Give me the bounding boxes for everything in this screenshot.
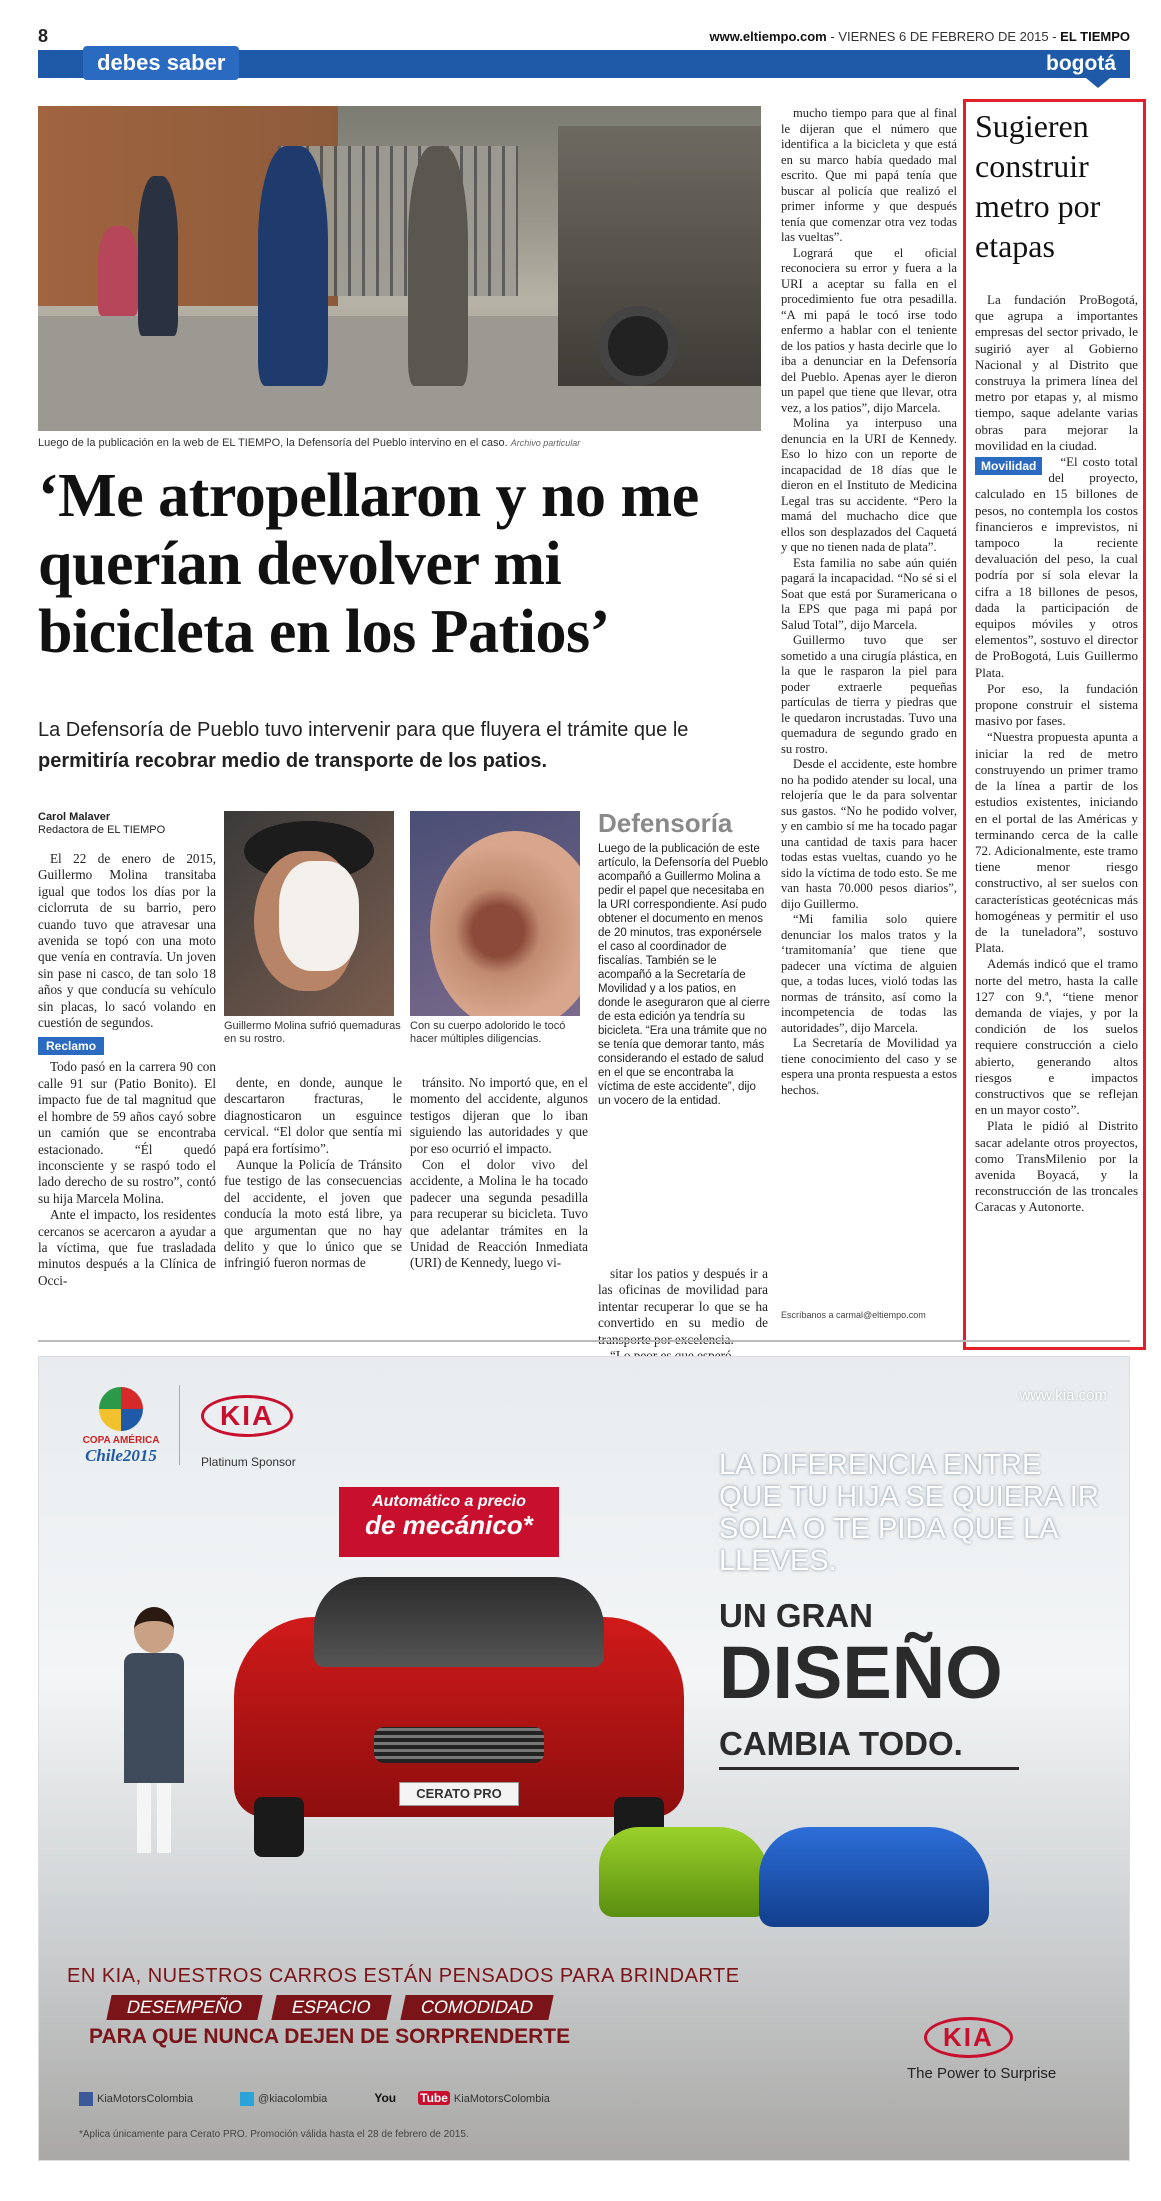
page-header: [38, 26, 1130, 46]
promo-badge: Automático a precio de mecánico*: [339, 1487, 559, 1557]
sidebar-title: Defensoría: [598, 808, 733, 838]
brand-name: EL TIEMPO: [1060, 29, 1130, 44]
photo-credit: Archivo particular: [510, 438, 581, 448]
article-deck: La Defensoría de Pueblo tuvo intervenir para que fluyera el trámite que le permitiría recobrar medio de transporte de los patios.: [38, 719, 689, 772]
brand-tagline: The Power to Surprise: [907, 2065, 1057, 2082]
copa-ball-icon: [99, 1387, 143, 1431]
main-photo: [38, 106, 761, 431]
section-tag: Reclamo: [38, 1037, 104, 1055]
header-separator: -: [830, 29, 835, 44]
ad-headline-3: CAMBIA TODO.: [719, 1725, 963, 1762]
green-car-image: [599, 1827, 769, 1917]
photo-caption: Guillermo Molina sufrió quemaduras en su rostro.: [224, 1020, 401, 1045]
social-links: [79, 2091, 594, 2106]
header-info: [709, 29, 1130, 44]
twitter-link[interactable]: @kiacolombia: [240, 2093, 349, 2105]
red-car-image: [234, 1557, 684, 1857]
main-photo-caption: Luego de la publicación en la web de EL TIEMPO, la Defensoría del Pueblo intervino en el caso. Archivo particular: [38, 437, 581, 449]
section-notch: [1086, 78, 1110, 88]
sidebar-body: Luego de la publicación de este artículo, la Defensoría del Pueblo acompañó a Guillermo Molina a pedir el papel que necesitaba en la URI correspondiente. Así pudo obtener el documento en menos de 20 minutos, tras exponérsele el caso al coordinador de fiscalías. También se le acompañó a la Secretaría de Movilidad y a los patios, en donde le aseguraron que al cierre de esta edición ya tendría su bicicleta. “Era una trámite que no se tenía que demorar tanto, más considerando el estado de salud en el que se encontraba la víctima de este accidente”, dijo un vocero de la entidad.: [598, 843, 770, 1107]
issue-date: VIERNES 6 DE FEBRERO DE 2015: [838, 29, 1049, 44]
kia-logo: KIA: [924, 2017, 1013, 2058]
page-number: 8: [38, 26, 49, 46]
article-column-1: El 22 de enero de 2015, Guillermo Molina transitaba igual que todos los días por la ciclorruta de su barrio, pero cuando tuvo que atravesar una avenida se topó con una moto que venía en contravía. Un joven sin pase ni casco, de tan solo 18 años y que conducía su vehículo sin placas, lo sacó volando en cuestión de segundos. Reclamo Todo pasó en la carrera 90 con calle 91 sur (Patio Bonito). El impacto fue de tal magnitud que el hombre de 59 años cayó sobre un camión que se encontraba estacionado. “Él quedó inconsciente y se raspó todo el lado derecho de su rostro”, contó su hija Marcela Molina. Ante el impacto, los residentes cercanos se acercaron a ayudar a la víctima, que fue trasladada minutos después a la Clínica de Occi-: [38, 851, 216, 1288]
ad-tagline-2: PARA QUE NUNCA DEJEN DE SORPRENDERTE: [89, 2025, 571, 2048]
facebook-icon: [79, 2092, 93, 2106]
author-role: Redactora de EL TIEMPO: [38, 824, 166, 836]
facebook-link[interactable]: KiaMotorsColombia: [79, 2093, 215, 2105]
youtube-link[interactable]: You Tube KiaMotorsColombia: [374, 2091, 550, 2105]
injury-arm-photo: [410, 811, 580, 1016]
section-bar: [38, 50, 1130, 78]
byline: [38, 811, 216, 837]
twitter-icon: [240, 2092, 254, 2106]
ad-tagline-1: EN KIA, NUESTROS CARROS ESTÁN PENSADOS PARA BRINDARTE: [67, 1965, 740, 1987]
copa-america-logo: COPA AMÉRICA Chile2015: [61, 1387, 181, 1466]
kia-logo: KIA: [201, 1395, 293, 1437]
ad-url[interactable]: www.kia.com: [1019, 1387, 1107, 1404]
ad-headline-1: UN GRAN: [719, 1597, 873, 1634]
article-headline: ‘Me atropellaron y no me querían devolver mi bicicleta en los Patios’: [38, 462, 699, 666]
article-column-2: dente, en donde, aunque le descartaron fracturas, le diagnosticaron un esguince cervical. “El dolor que sentía mi papá era fortísimo”. Aunque la Policía de Tránsito fue testigo de las consecuencias del accidente, el joven que conducía la moto está libre, ya que argumentan que no hay delito y que lo único que se infringió fueron normas de: [224, 1075, 402, 1271]
article-column-4: sitar los patios y después ir a las oficinas de movilidad para intentar recuperar lo que se ha convertido en su medio de: [598, 1266, 768, 1331]
kia-advertisement[interactable]: [38, 1356, 1130, 2161]
feature-chip: ESPACIO: [271, 1995, 391, 2020]
contact-email[interactable]: Escríbanos a carmal@eltiempo.com: [781, 1310, 926, 1320]
section-tag: Movilidad: [975, 457, 1042, 475]
ad-footnote: *Aplica únicamente para Cerato PRO. Promoción válida hasta el 28 de febrero de 2015.: [79, 2129, 469, 2140]
youtube-icon: You Tube: [374, 2091, 448, 2105]
city-label: bogotá: [1046, 52, 1116, 75]
feature-chip: COMODIDAD: [400, 1995, 553, 2020]
header-separator: -: [1052, 29, 1057, 44]
feature-chip: DESEMPEÑO: [106, 1995, 262, 2020]
ad-headline-2: DISEÑO: [719, 1631, 1003, 1714]
sponsor-label: Platinum Sponsor: [201, 1455, 296, 1469]
girl-figure: [119, 1607, 189, 1867]
ad-slogan: LA DIFERENCIA ENTRE QUE TU HIJA SE QUIERA IR SOLA O TE PIDA QUE LA LLEVES.: [719, 1449, 1099, 1577]
car-plate: CERATO PRO: [399, 1782, 519, 1806]
author-name: Carol Malaver: [38, 811, 111, 823]
article-column-3: tránsito. No importó que, en el momento del accidente, algunos testigos dijeran que lo iban siguiendo las autoridades y que por eso ocurrió el impacto. Con el dolor vivo del accidente, a Molina le ha tocado padecer una segunda pesadilla para recuperar su bicicleta. Tuvo que adelantar trámites en la Unidad de Reacción Inmediata (URI) de Kennedy, luego vi-: [410, 1075, 588, 1271]
brief-title: Sugieren construir metro por etapas: [975, 108, 1101, 264]
injury-face-photo: [224, 811, 394, 1016]
ad-feature-chips: [109, 1995, 561, 2020]
section-label: debes saber: [83, 46, 239, 80]
site-url[interactable]: www.eltiempo.com: [709, 29, 827, 44]
photo-caption: Con su cuerpo adolorido le tocó hacer múltiples diligencias.: [410, 1020, 566, 1045]
article-column-5: mucho tiempo para que al final le dijeran que el número que identifica a la bicicleta y que está en su marco había quedado mal escrito. Que mi papá tenía que buscar al policía que realizó el primer informe y que después tenía que comenzar otra vez todas las vueltas”. Logrará que el oficial reconociera su error y fuera a la URI a aceptar su falla en el procedimiento fue otra pesadilla. “A mi papá le tocó irse todo enfermo a hablar con el teniente de los patios y hasta decirle que lo iba a denunciar en la Defensoría del Pueblo. Apenas ayer le dieron un papel que tiene que llevar, otra vez, a los patios”, dijo Marcela. Molina ya interpuso una denuncia en la URI de Kennedy. Eso lo hizo con un reporte de incapacidad de 18 días que le dieron en el Instituto de Medicina Legal tras su accidente. “Pero la mamá del muchacho dice que ellos son desplazados del Caquetá y que no tienen nada de plata”. Esta familia no sabe aún quién pagará la incapacidad. “No sé si el Soat que está por Suramericana o la EPS que paga mi papá por Salud Total”, dijo Marcela. Guillermo tuvo que ser sometido a una cirugía plástica, en la que le rasparon la piel para poder extraerle pequeñas partículas de tierra y piedras que le quedaron incrustadas. Tuvo una quemadura de segundo grado en su rostro. Desde el accidente, este hombre no ha podido atender su local, una relojería que le da para solventar sus gastos. “No he podido volver, y en cambio sí me ha tocado pagar una cantidad de taxis para hacer todas estas vueltas, cuando yo he sido la víctima de todo esto. Se me van hasta 70.000 pesos diarios”, dijo Guillermo. “Mi familia solo quiere denunciar los malos tratos y la ‘tramitomanía’ que tiene que padecer una víctima de alguien que, a todas luces, violó todas las normas de tránsito, así como la incompetencia de todas las autoridades”, dijo Marcela. La Secretaría de Movilidad ya tiene conocimiento del caso y se espera una pronta respuesta a estos hechos.: [781, 106, 957, 1097]
ad-divider: [38, 1340, 1130, 1342]
brief-body: La fundación ProBogotá, que agrupa a importantes empresas del sector privado, le sugirió ayer al Gobierno Nacional y al Distrito que construya la primera línea del metro por etapas y, al mismo tiempo, saque adelante varias obras para mejorar la movilidad en la ciudad. Movilidad “El costo total del proyecto, calculado en 15 billones de pesos, no contempla los costos financieros e imprevistos, ni tampoco la reciente devaluación del peso, la cual podría por sí sola elevar la cifra a 18 billones de pesos, dada la participación de equipos móviles y otros elementos”, sostuvo el director de ProBogotá, Luis Guillermo Plata. Por eso, la fundación propone construir el sistema masivo por fases. “Nuestra propuesta apunta a iniciar la red de metro construyendo un primer tramo de la línea a partir de los estudios existentes, iniciando en el portal de las Américas y terminando cerca de la calle 72. Adicionalmente, este tramo tiene menor riesgo constructivo, al ser suelos con características geotécnicas más homogéneas y permitir el uso de la tuneladora”, sostuvo Plata. Además indicó que el tramo norte del metro, hasta la calle 127 con 9.ª, “tiene menor demanda de viajes, y por la condición de los suelos requiere construcción a cielo abierto, generando altos riesgos e impactos constructivos que se reflejan en un mayor costo”. Plata le pidió al Distrito sacar adelante otros proyectos, como TransMilenio por la avenida Boyacá, y la reconstrucción de las troncales Caracas y Autonorte.: [975, 292, 1138, 1215]
blue-car-image: [759, 1827, 989, 1927]
